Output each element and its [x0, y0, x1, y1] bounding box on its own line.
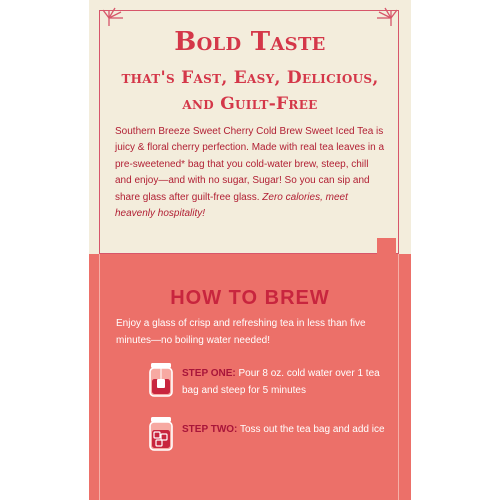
- step-one-text: Pour 8 oz. cold water over 1 tea bag and steep for 5 minutes: [182, 368, 380, 396]
- headline-line-1: Bold Taste: [174, 27, 326, 57]
- step-one: [182, 365, 397, 399]
- step-two: [182, 421, 397, 438]
- step-one-label: STEP ONE:: [182, 368, 236, 379]
- headline-line-3: and Guilt-Free: [182, 94, 318, 114]
- jar-with-ice-icon: [147, 416, 175, 452]
- description-text: Southern Breeze Sweet Cherry Cold Brew Sweet Iced Tea is juicy & floral cherry perfection. Made with real tea leaves in a pre-sweetened* bag that you cold-water brew, steep, chill and enjoy—and with no sugar, Sugar! So you can sip and share glass after guilt-free glass.: [115, 126, 385, 203]
- product-description: [115, 124, 387, 222]
- step-two-label: STEP TWO:: [182, 424, 238, 435]
- product-info-panel: [89, 0, 411, 500]
- how-to-brew-intro: Enjoy a glass of crisp and refreshing tea in less than five minutes—no boiling water needed!: [116, 318, 366, 346]
- how-to-brew-title: HOW TO BREW: [170, 287, 330, 309]
- step-two-text: Toss out the tea bag and add ice: [239, 424, 385, 435]
- jar-with-tea-bag-icon: [147, 362, 175, 398]
- how-to-brew-section: [89, 254, 411, 500]
- headline-line-2: that's Fast, Easy, Delicious,: [121, 68, 379, 88]
- decorative-tab: [377, 238, 396, 254]
- description-emphasis: Zero calories, meet heavenly hospitality!: [115, 191, 348, 220]
